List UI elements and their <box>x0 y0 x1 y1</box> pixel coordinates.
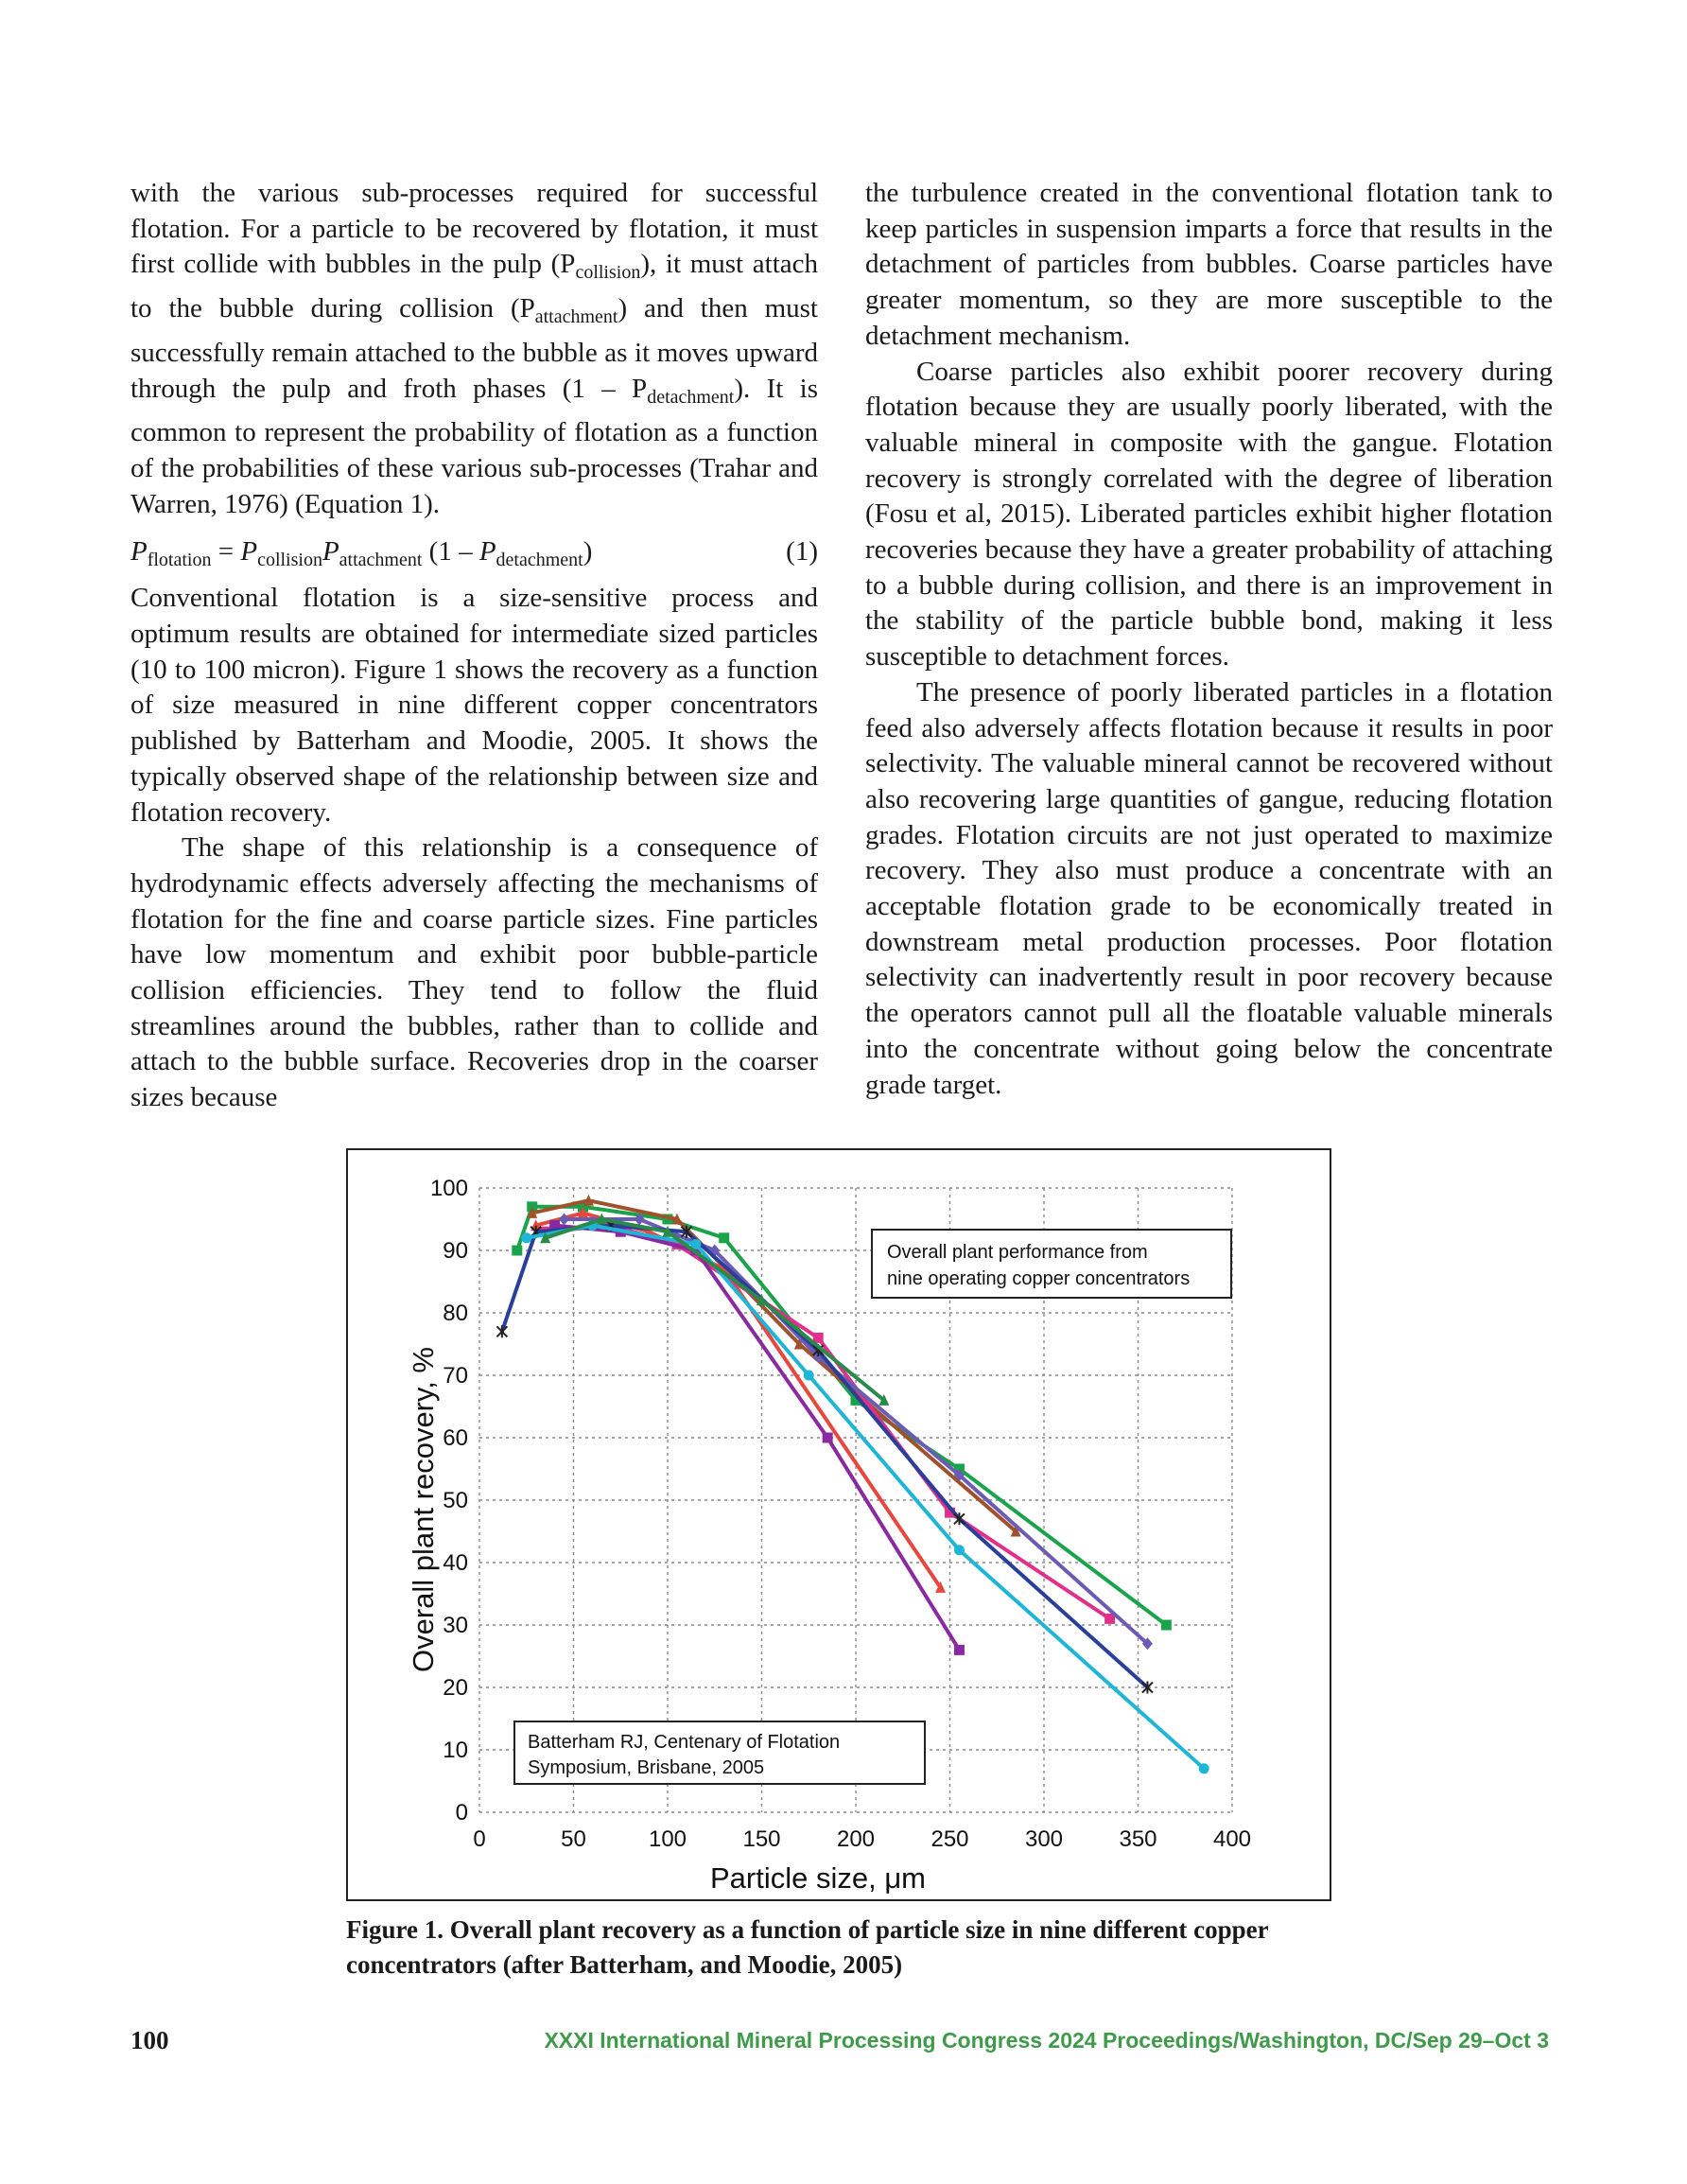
data-point <box>804 1371 814 1381</box>
y-tick-label: 80 <box>443 1301 468 1326</box>
x-tick-label: 300 <box>1024 1826 1064 1852</box>
left-column <box>130 176 818 1116</box>
data-point <box>521 1232 531 1243</box>
right-paragraph-3: The presence of poorly liberated particles in a flotation feed also adversely affects flotation because it results in poor selectivity. The valuable mineral cannot be recovered without also recovering large quantities of gangue, reducing flotation grades. Flotation circuits are not just operated to maximize recovery. They also must produce a concentrate with an acceptable flotation grade to be economically treated in downstream metal production processes. Poor flotation selectivity can inadvertently result in poor recovery because the operators cannot pull all the floatable valuable minerals into the concentrate without going below the concentrate grade target. <box>865 676 1553 1100</box>
figure-caption: Figure 1. Overall plant recovery as a function of particle size in nine different copper concentrators (after Batterham, and Moodie, 2005) <box>346 1915 1269 1979</box>
data-point <box>512 1246 522 1256</box>
proceedings-footer: XXXI International Mineral Processing Congress 2024 Proceedings/Washington, DC/Sep 29–Oct 3 <box>544 2028 1549 2053</box>
x-tick-label: 200 <box>836 1826 876 1852</box>
y-tick-label: 20 <box>443 1675 468 1701</box>
left-paragraph-3: The shape of this relationship is a consequence of hydrodynamic effects adversely affecting the mechanisms of flotation for the fine and coarse particle sizes. Fine particles have low momentum and exhibit poor bubble-particle collision efficiencies. They tend to follow the fluid streamlines around the bubbles, rather than to collide and attach to the bubble surface. Recoveries drop in the coarser sizes because <box>130 832 818 1113</box>
x-tick-label: 350 <box>1119 1826 1157 1852</box>
annotation-bottom-line1: Batterham RJ, Centenary of Flotation <box>528 1732 841 1753</box>
right-paragraph-1: the turbulence created in the conventional flotation tank to keep particles in suspension imparts a force that results in the detachment of particles from bubbles. Coarse particles have greater momentum, so they are more susceptible to the detachment mechanism. <box>865 178 1553 351</box>
data-point <box>823 1433 833 1443</box>
y-tick-label: 100 <box>429 1176 468 1201</box>
data-point <box>954 1645 965 1655</box>
page-number: 100 <box>130 2026 169 2054</box>
x-tick-label: 50 <box>561 1826 586 1852</box>
recovery-chart <box>348 1150 1330 1899</box>
y-tick-label: 70 <box>443 1363 468 1389</box>
left-paragraph-1: with the various sub-processes required for successful flotation. For a particle to be recovered by flotation, it must first collide with bubbles in the pulp $(P_{collision})$, it must attach to the bubble during collision $(P_{attachment})$ and then must successfully remain attached to the bubble as it moves upward through the pulp and froth phases $(1 - P_{detachment})$. It is common to represent the probability of flotation as a function of the probabilities of these various sub-processes (Trahar and Warren, 1976) (Equation 1). <box>130 178 818 519</box>
y-tick-label: 0 <box>455 1800 468 1826</box>
annotation-top-line2: nine operating copper concentrators <box>887 1268 1191 1289</box>
right-paragraph-2: Coarse particles also exhibit poorer recovery during flotation because they are usually poorly liberated, with the valuable mineral in composite with the gangue. Flotation recovery is strongly correlated with the degree of liberation (Fosu et al, 2015). Liberated particles exhibit higher flotation recoveries because they have a greater probability of attaching to a bubble during collision, and there is an improvement in the stability of the particle bubble bond, making it less susceptible to detachment forces. <box>865 356 1553 673</box>
data-point <box>496 1325 507 1337</box>
x-tick-label: 150 <box>742 1826 781 1852</box>
data-point <box>954 1512 965 1525</box>
x-tick-label: 400 <box>1212 1826 1252 1852</box>
y-tick-label: 60 <box>443 1425 468 1451</box>
x-tick-label: 250 <box>930 1826 969 1852</box>
y-tick-label: 40 <box>443 1550 468 1576</box>
data-point <box>1161 1620 1172 1631</box>
x-tick-label: 0 <box>473 1826 486 1852</box>
left-paragraph-2: Conventional flotation is a size-sensitive process and optimum results are obtained for intermediate sized particles (10 to 100 micron). Figure 1 shows the recovery as a function of size measured in nine different copper concentrators published by Batterham and Moodie, 2005. It shows the typically observed shape of the relationship between size and flotation recovery. <box>130 583 818 828</box>
figure-frame <box>346 1148 1331 1901</box>
y-tick-label: 90 <box>443 1238 468 1264</box>
y-tick-label: 30 <box>443 1613 468 1638</box>
annotation-bottom-line2: Symposium, Brisbane, 2005 <box>528 1757 765 1778</box>
x-tick-label: 100 <box>648 1826 687 1852</box>
data-point <box>719 1232 729 1243</box>
data-point <box>954 1545 965 1555</box>
equation-number: (1) <box>786 536 818 568</box>
data-point <box>559 1214 569 1226</box>
annotation-top-line1: Overall plant performance from <box>887 1242 1148 1263</box>
y-tick-label: 10 <box>443 1738 468 1763</box>
x-axis-label: Particle size, μm <box>709 1861 927 1895</box>
y-tick-label: 50 <box>443 1488 468 1513</box>
right-column <box>865 176 1553 1103</box>
data-point <box>1199 1763 1209 1773</box>
equation-1: $P_{flotation} = P_{collision}P_{attachment}$ $(1 - P_{detachment})$ (1) <box>130 528 818 575</box>
y-axis-label: Overall plant recovery, % <box>407 1347 440 1672</box>
